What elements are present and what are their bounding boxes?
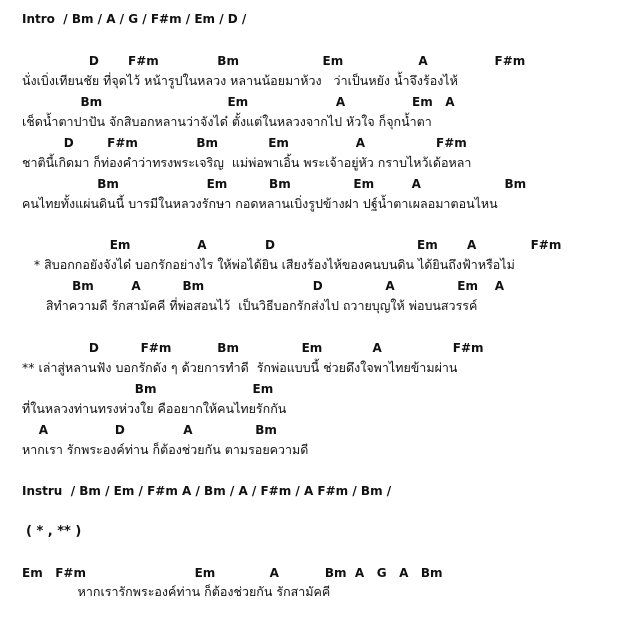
lyric-line: สิทำความดี รักสามัคคี ที่พ่อสอนไว้ เป็นวิธีบอกรักส่งไป ถวายบุญให้ พ่อบนสวรรค์ bbox=[22, 298, 478, 313]
instru-line: Instru / Bm / Em / F#m A / Bm / A / F#m / A F#m / Bm / bbox=[22, 484, 392, 498]
chord-line: Bm Em bbox=[22, 382, 274, 396]
lyric-line: ที่ในหลวงท่านทรงห่วงใย คืออยากให้คนไทยรักกัน bbox=[22, 401, 287, 416]
chord-line: D F#m Bm Em A F#m bbox=[22, 341, 484, 355]
chord-line: A D A Bm bbox=[22, 423, 277, 437]
chord-line: Em F#m Em A Bm A G A Bm bbox=[22, 566, 443, 580]
lyric-line: หากเรา รักพระองค์ท่าน ก็ต้องช่วยกัน ตามรอยความดี bbox=[22, 442, 309, 457]
chord-line: D F#m Bm Em A F#m bbox=[22, 136, 467, 150]
lyric-line: หากเรารักพระองค์ท่าน ก็ต้องช่วยกัน รักสามัคคี bbox=[22, 584, 331, 599]
chord-line: Bm Em Bm Em A Bm bbox=[22, 177, 527, 191]
lyric-line: * สิบอกกอยังจังได๋ บอกรักอย่างไร ให้พ่อได้ยิน เสียงร้องไห้ของคนบนดิน ได้ยินถึงฟ้าหรือไม่ bbox=[22, 257, 515, 272]
lyric-line: นั่งเบิ่งเทียนชัย ที่จุดไว้ หน้ารูปในหลวง หลานน้อยมาห้วง ว่าเป็นหยัง น้ำจึงร้องไห้ bbox=[22, 73, 458, 88]
chord-line: Bm A Bm D A Em A bbox=[22, 279, 504, 293]
lyric-line: เช็ดน้ำตาปาปัน จักสิบอกหลานว่าจังได๋ ตั้งแต่ในหลวงจากไป หัวใจ ก็จุกน้ำตา bbox=[22, 114, 432, 129]
chord-line: Em A D Em A F#m bbox=[22, 238, 562, 252]
chord-line: D F#m Bm Em A F#m bbox=[22, 54, 526, 68]
lyric-line: ชาตินี้เกิดมา ก็ท่องคำว่าทรงพระเจริญ แม่พ่อพาเอิ้น พระเจ้าอยู่หัว กราบไหว้เด้อหลา bbox=[22, 155, 472, 170]
lyric-line: ** เล่าสู่หลานฟัง บอกรักดัง ๆ ด้วยการทำดี รักพ่อแบบนี้ ช่วยดึงใจพาไทยข้ามผ่าน bbox=[22, 360, 458, 375]
repeat-marker: ( * , ** ) bbox=[26, 524, 82, 539]
intro-line: Intro / Bm / A / G / F#m / Em / D / bbox=[22, 12, 247, 26]
lyric-line: คนไทยทั้งแผ่นดินนี้ บารมีในหลวงรักษา กอดหลานเบิ่งรูปข้างฝา ปฐ์น้ำตาเผลอมาตอนไหน bbox=[22, 196, 498, 211]
chord-line: Bm Em A Em A bbox=[22, 95, 455, 109]
